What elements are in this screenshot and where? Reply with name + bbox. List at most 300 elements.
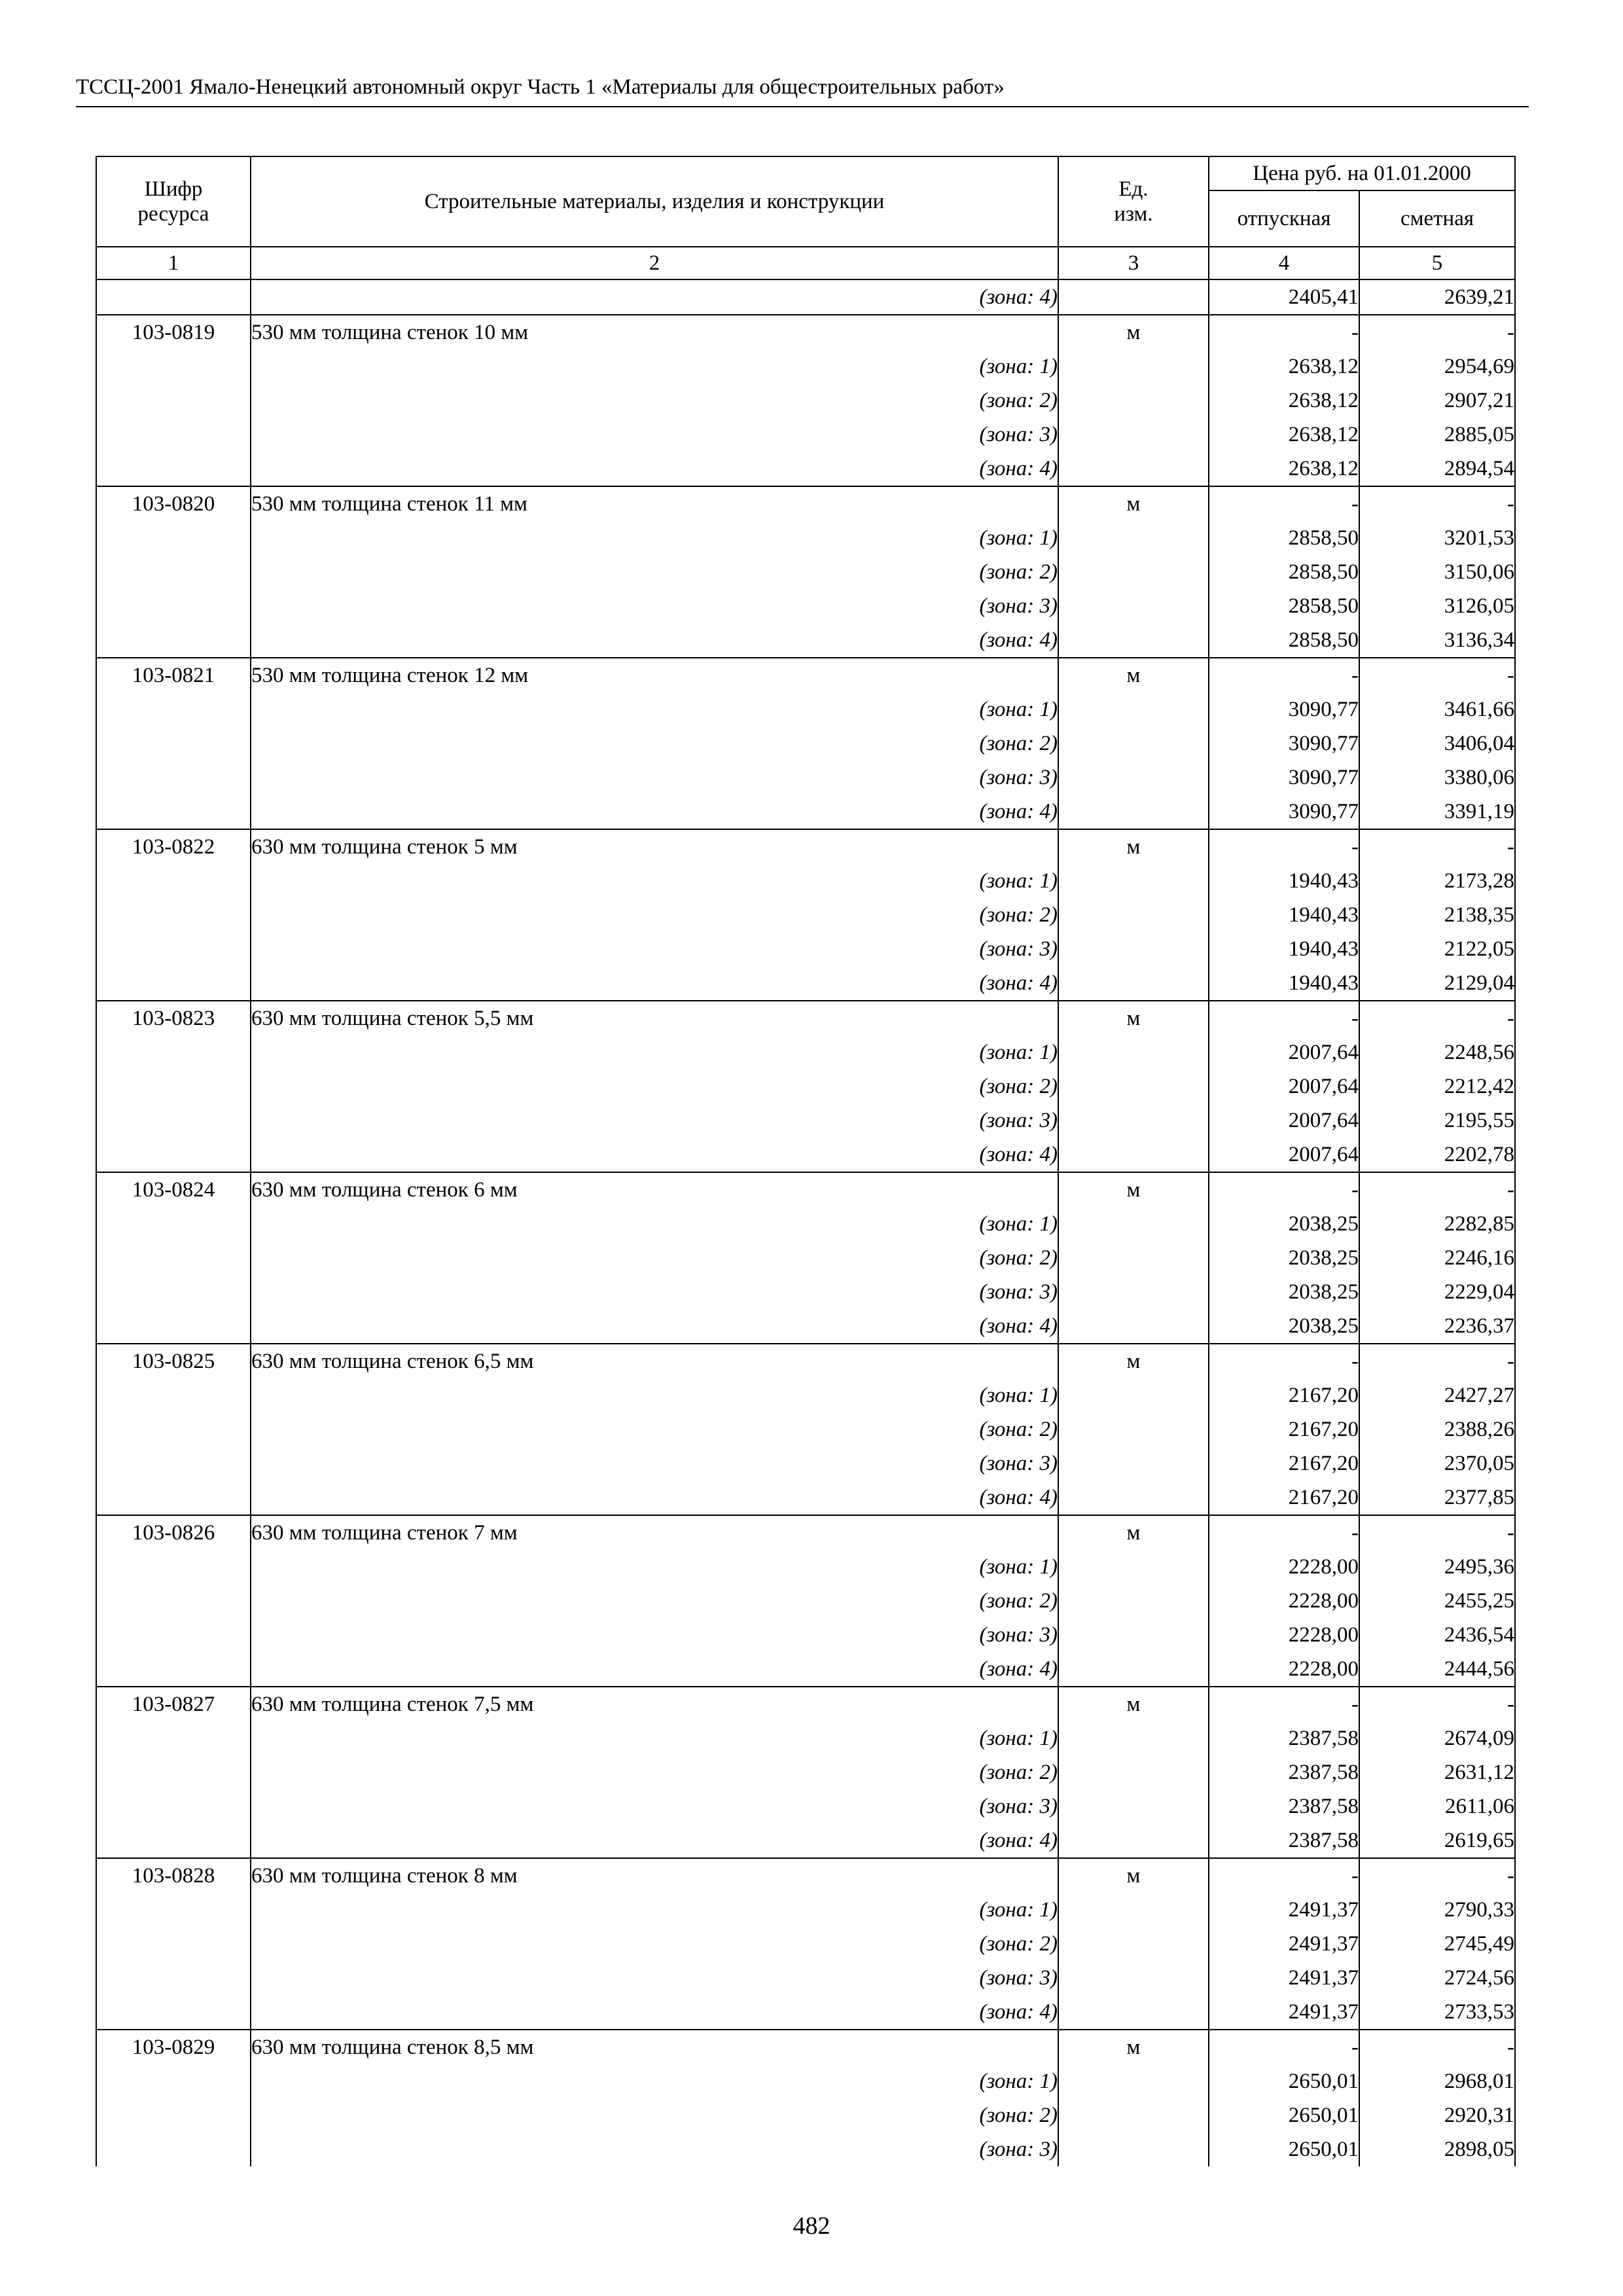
- unit-cell: [1058, 279, 1209, 315]
- column-header-name: Строительные материалы, изделия и конструкции: [251, 156, 1058, 247]
- unit-cell: [1058, 521, 1209, 555]
- resource-code: [96, 1927, 251, 1961]
- resource-code: [96, 589, 251, 623]
- resource-code: [96, 692, 251, 726]
- zone-row: [96, 1275, 1515, 1309]
- zone-row: [96, 1961, 1515, 1995]
- estimate-price: 2631,12: [1359, 1755, 1515, 1789]
- release-price: 2228,00: [1209, 1550, 1359, 1584]
- estimate-price: 2236,37: [1359, 1309, 1515, 1344]
- release-price: 2007,64: [1209, 1035, 1359, 1069]
- estimate-price: 2968,01: [1359, 2064, 1515, 2098]
- estimate-price: 2898,05: [1359, 2132, 1515, 2166]
- resource-code: [96, 1138, 251, 1172]
- release-price: 2038,25: [1209, 1275, 1359, 1309]
- release-price: 2405,41: [1209, 279, 1359, 315]
- unit-cell: [1058, 1755, 1209, 1789]
- estimate-price: 2894,54: [1359, 452, 1515, 486]
- column-number: 2: [251, 247, 1058, 279]
- resource-row: [96, 1515, 1515, 1550]
- resource-row: [96, 829, 1515, 864]
- zone-label: (зона: 4): [251, 623, 1058, 658]
- estimate-price: 2745,49: [1359, 1927, 1515, 1961]
- zone-label: (зона: 1): [251, 692, 1058, 726]
- zone-row: [96, 1138, 1515, 1172]
- zone-label: (зона: 2): [251, 1412, 1058, 1446]
- zone-row: [96, 2098, 1515, 2132]
- unit-cell: [1058, 864, 1209, 898]
- unit-cell: [1058, 2064, 1209, 2098]
- zone-row: [96, 452, 1515, 486]
- release-price: 1940,43: [1209, 966, 1359, 1001]
- column-number: 1: [96, 247, 251, 279]
- resource-code: 103-0822: [96, 829, 251, 864]
- resource-code: [96, 1103, 251, 1138]
- resource-row: [96, 2030, 1515, 2064]
- resource-code: [96, 1446, 251, 1480]
- estimate-price: 2388,26: [1359, 1412, 1515, 1446]
- release-price: -: [1209, 486, 1359, 521]
- unit-cell: [1058, 1035, 1209, 1069]
- release-price: 2650,01: [1209, 2098, 1359, 2132]
- unit-cell: м: [1058, 1687, 1209, 1721]
- unit-cell: [1058, 2132, 1209, 2166]
- release-price: 2858,50: [1209, 623, 1359, 658]
- zone-row: [96, 350, 1515, 384]
- zone-label: (зона: 3): [251, 1789, 1058, 1823]
- estimate-price: 2790,33: [1359, 1893, 1515, 1927]
- estimate-price: 2122,05: [1359, 932, 1515, 966]
- resource-code: 103-0826: [96, 1515, 251, 1550]
- resource-code: [96, 761, 251, 795]
- unit-cell: м: [1058, 1001, 1209, 1035]
- release-price: 2167,20: [1209, 1446, 1359, 1480]
- resource-code: [96, 2098, 251, 2132]
- unit-cell: [1058, 350, 1209, 384]
- zone-label: (зона: 4): [251, 795, 1058, 829]
- resource-row: [96, 658, 1515, 692]
- unit-cell: [1058, 1103, 1209, 1138]
- estimate-price: 2436,54: [1359, 1618, 1515, 1652]
- unit-cell: [1058, 1584, 1209, 1618]
- zone-row: [96, 966, 1515, 1001]
- resource-name: 530 мм толщина стенок 12 мм: [251, 658, 1058, 692]
- resource-code: [96, 1378, 251, 1412]
- estimate-price: 3150,06: [1359, 555, 1515, 589]
- resource-code: [96, 418, 251, 452]
- zone-row: [96, 1618, 1515, 1652]
- release-price: 2491,37: [1209, 1995, 1359, 2030]
- resource-code: [96, 1275, 251, 1309]
- estimate-price: -: [1359, 658, 1515, 692]
- estimate-price: 2611,06: [1359, 1789, 1515, 1823]
- zone-row: [96, 1446, 1515, 1480]
- release-price: 2491,37: [1209, 1893, 1359, 1927]
- estimate-price: 2954,69: [1359, 350, 1515, 384]
- resource-row: [96, 1687, 1515, 1721]
- zone-label: (зона: 4): [251, 1652, 1058, 1687]
- unit-cell: [1058, 1961, 1209, 1995]
- unit-cell: [1058, 452, 1209, 486]
- unit-cell: м: [1058, 486, 1209, 521]
- estimate-price: 2173,28: [1359, 864, 1515, 898]
- resource-row: [96, 315, 1515, 350]
- column-number: 3: [1058, 247, 1209, 279]
- zone-row: [96, 2132, 1515, 2166]
- zone-label: (зона: 1): [251, 1207, 1058, 1241]
- zone-label: (зона: 2): [251, 898, 1058, 932]
- estimate-price: 2212,42: [1359, 1069, 1515, 1103]
- estimate-price: 2907,21: [1359, 384, 1515, 418]
- zone-label: (зона: 1): [251, 1893, 1058, 1927]
- zone-label: (зона: 4): [251, 1309, 1058, 1344]
- zone-label: (зона: 1): [251, 350, 1058, 384]
- resource-code: [96, 1652, 251, 1687]
- price-table-header: [96, 156, 1515, 279]
- release-price: 1940,43: [1209, 898, 1359, 932]
- resource-code: [96, 898, 251, 932]
- zone-label: (зона: 2): [251, 555, 1058, 589]
- unit-cell: [1058, 1309, 1209, 1344]
- zone-label: (зона: 4): [251, 279, 1058, 315]
- zone-row: [96, 1480, 1515, 1515]
- unit-cell: [1058, 1207, 1209, 1241]
- zone-row: [96, 1584, 1515, 1618]
- resource-code: [96, 1584, 251, 1618]
- page-number: 482: [793, 2212, 830, 2240]
- release-price: 2650,01: [1209, 2064, 1359, 2098]
- page-header-title: ТССЦ-2001 Ямало-Ненецкий автономный округ Часть 1 «Материалы для общестроительных работ»: [76, 75, 1005, 99]
- column-header-estimate-price: сметная: [1359, 190, 1515, 247]
- zone-row: [96, 1309, 1515, 1344]
- estimate-price: 2129,04: [1359, 966, 1515, 1001]
- unit-cell: [1058, 1995, 1209, 2030]
- resource-code: [96, 2132, 251, 2166]
- zone-row: [96, 726, 1515, 761]
- resource-name: 530 мм толщина стенок 10 мм: [251, 315, 1058, 350]
- estimate-price: -: [1359, 1515, 1515, 1550]
- release-price: -: [1209, 315, 1359, 350]
- unit-cell: [1058, 418, 1209, 452]
- estimate-price: 2724,56: [1359, 1961, 1515, 1995]
- unit-cell: [1058, 1721, 1209, 1755]
- estimate-price: 2202,78: [1359, 1138, 1515, 1172]
- estimate-price: 2495,36: [1359, 1550, 1515, 1584]
- unit-cell: [1058, 761, 1209, 795]
- unit-cell: [1058, 966, 1209, 1001]
- zone-label: (зона: 2): [251, 1927, 1058, 1961]
- release-price: 2638,12: [1209, 384, 1359, 418]
- zone-label: (зона: 3): [251, 932, 1058, 966]
- estimate-price: 3406,04: [1359, 726, 1515, 761]
- zone-row: [96, 418, 1515, 452]
- unit-cell: [1058, 1275, 1209, 1309]
- zone-label: (зона: 3): [251, 1103, 1058, 1138]
- release-price: -: [1209, 2030, 1359, 2064]
- zone-label: (зона: 2): [251, 1069, 1058, 1103]
- resource-code: [96, 1035, 251, 1069]
- unit-cell: [1058, 1550, 1209, 1584]
- release-price: -: [1209, 658, 1359, 692]
- resource-code: [96, 726, 251, 761]
- unit-cell: [1058, 1446, 1209, 1480]
- estimate-price: 2455,25: [1359, 1584, 1515, 1618]
- zone-label: (зона: 3): [251, 1275, 1058, 1309]
- resource-code: 103-0825: [96, 1344, 251, 1378]
- release-price: -: [1209, 1515, 1359, 1550]
- unit-cell: [1058, 1789, 1209, 1823]
- resource-row: [96, 1001, 1515, 1035]
- estimate-price: -: [1359, 1172, 1515, 1207]
- zone-row: [96, 1755, 1515, 1789]
- release-price: 2007,64: [1209, 1069, 1359, 1103]
- zone-row: [96, 864, 1515, 898]
- estimate-price: -: [1359, 1344, 1515, 1378]
- resource-code: 103-0820: [96, 486, 251, 521]
- release-price: 2491,37: [1209, 1927, 1359, 1961]
- resource-code: [96, 279, 251, 315]
- estimate-price: -: [1359, 1858, 1515, 1893]
- zone-label: (зона: 3): [251, 589, 1058, 623]
- estimate-price: 2377,85: [1359, 1480, 1515, 1515]
- resource-code: [96, 1995, 251, 2030]
- resource-code: 103-0827: [96, 1687, 251, 1721]
- zone-row: [96, 555, 1515, 589]
- zone-label: (зона: 2): [251, 2098, 1058, 2132]
- release-price: 3090,77: [1209, 795, 1359, 829]
- release-price: 2387,58: [1209, 1721, 1359, 1755]
- resource-code: [96, 452, 251, 486]
- zone-label: (зона: 4): [251, 1138, 1058, 1172]
- zone-row: [96, 1927, 1515, 1961]
- release-price: 2038,25: [1209, 1309, 1359, 1344]
- column-number: 5: [1359, 247, 1515, 279]
- estimate-price: 2246,16: [1359, 1241, 1515, 1275]
- column-header-release-price: отпускная: [1209, 190, 1359, 247]
- unit-cell: [1058, 1138, 1209, 1172]
- zone-row: [96, 795, 1515, 829]
- resource-code: [96, 795, 251, 829]
- resource-code: [96, 555, 251, 589]
- unit-cell: [1058, 1480, 1209, 1515]
- unit-cell: [1058, 1412, 1209, 1446]
- release-price: 3090,77: [1209, 726, 1359, 761]
- zone-label: (зона: 3): [251, 1618, 1058, 1652]
- zone-label: (зона: 1): [251, 1378, 1058, 1412]
- resource-name: 630 мм толщина стенок 7 мм: [251, 1515, 1058, 1550]
- unit-cell: [1058, 384, 1209, 418]
- zone-label: (зона: 3): [251, 1446, 1058, 1480]
- release-price: 2007,64: [1209, 1138, 1359, 1172]
- resource-code: 103-0828: [96, 1858, 251, 1893]
- zone-row: [96, 1207, 1515, 1241]
- resource-code: 103-0829: [96, 2030, 251, 2064]
- resource-name: 530 мм толщина стенок 11 мм: [251, 486, 1058, 521]
- zone-row: [96, 623, 1515, 658]
- resource-code: [96, 1893, 251, 1927]
- estimate-price: 2195,55: [1359, 1103, 1515, 1138]
- zone-row: [96, 589, 1515, 623]
- zone-label: (зона: 1): [251, 1035, 1058, 1069]
- estimate-price: 3126,05: [1359, 589, 1515, 623]
- unit-cell: [1058, 589, 1209, 623]
- estimate-price: -: [1359, 829, 1515, 864]
- release-price: 2491,37: [1209, 1961, 1359, 1995]
- zone-label: (зона: 4): [251, 966, 1058, 1001]
- resource-code: [96, 1618, 251, 1652]
- resource-code: [96, 1721, 251, 1755]
- zone-row: [96, 1035, 1515, 1069]
- unit-cell: [1058, 555, 1209, 589]
- resource-code: [96, 1755, 251, 1789]
- resource-code: [96, 864, 251, 898]
- unit-cell: м: [1058, 315, 1209, 350]
- unit-cell: [1058, 1893, 1209, 1927]
- resource-code: 103-0821: [96, 658, 251, 692]
- zone-row: [96, 1721, 1515, 1755]
- resource-code: [96, 1961, 251, 1995]
- zone-label: (зона: 4): [251, 452, 1058, 486]
- release-price: -: [1209, 1687, 1359, 1721]
- resource-code: [96, 350, 251, 384]
- zone-label: (зона: 2): [251, 1755, 1058, 1789]
- unit-cell: [1058, 898, 1209, 932]
- unit-cell: [1058, 1927, 1209, 1961]
- release-price: 2167,20: [1209, 1378, 1359, 1412]
- unit-cell: м: [1058, 1858, 1209, 1893]
- resource-code: [96, 1241, 251, 1275]
- unit-cell: м: [1058, 1515, 1209, 1550]
- zone-row: [96, 1995, 1515, 2030]
- estimate-price: 2444,56: [1359, 1652, 1515, 1687]
- resource-code: 103-0824: [96, 1172, 251, 1207]
- unit-cell: [1058, 692, 1209, 726]
- column-header-code: Шифр ресурса: [96, 156, 251, 247]
- resource-row: [96, 1344, 1515, 1378]
- release-price: 2228,00: [1209, 1618, 1359, 1652]
- estimate-price: 3391,19: [1359, 795, 1515, 829]
- release-price: 2858,50: [1209, 589, 1359, 623]
- resource-name: 630 мм толщина стенок 5 мм: [251, 829, 1058, 864]
- resource-code: [96, 966, 251, 1001]
- zone-row: [96, 1550, 1515, 1584]
- resource-code: [96, 932, 251, 966]
- zone-row: [96, 761, 1515, 795]
- estimate-price: 2674,09: [1359, 1721, 1515, 1755]
- release-price: -: [1209, 1344, 1359, 1378]
- unit-cell: [1058, 795, 1209, 829]
- estimate-price: 2885,05: [1359, 418, 1515, 452]
- unit-cell: [1058, 1823, 1209, 1858]
- release-price: 2858,50: [1209, 521, 1359, 555]
- estimate-price: 3136,34: [1359, 623, 1515, 658]
- zone-label: (зона: 3): [251, 1961, 1058, 1995]
- unit-cell: [1058, 1618, 1209, 1652]
- unit-cell: [1058, 2098, 1209, 2132]
- zone-row: [96, 1412, 1515, 1446]
- zone-row: [96, 932, 1515, 966]
- estimate-price: 2282,85: [1359, 1207, 1515, 1241]
- resource-code: 103-0823: [96, 1001, 251, 1035]
- zone-row: [96, 1823, 1515, 1858]
- estimate-price: 2619,65: [1359, 1823, 1515, 1858]
- release-price: 2387,58: [1209, 1755, 1359, 1789]
- resource-name: 630 мм толщина стенок 8 мм: [251, 1858, 1058, 1893]
- release-price: 2858,50: [1209, 555, 1359, 589]
- resource-code: [96, 1480, 251, 1515]
- resource-code: [96, 1823, 251, 1858]
- estimate-price: 2370,05: [1359, 1446, 1515, 1480]
- unit-cell: [1058, 726, 1209, 761]
- resource-code: [96, 384, 251, 418]
- release-price: 2038,25: [1209, 1241, 1359, 1275]
- release-price: -: [1209, 1858, 1359, 1893]
- zone-row: [96, 1241, 1515, 1275]
- release-price: 2228,00: [1209, 1584, 1359, 1618]
- resource-row: [96, 1172, 1515, 1207]
- estimate-price: 2427,27: [1359, 1378, 1515, 1412]
- resource-row: [96, 486, 1515, 521]
- release-price: 2387,58: [1209, 1823, 1359, 1858]
- release-price: -: [1209, 1172, 1359, 1207]
- resource-name: 630 мм толщина стенок 6 мм: [251, 1172, 1058, 1207]
- release-price: 3090,77: [1209, 761, 1359, 795]
- zone-label: (зона: 1): [251, 2064, 1058, 2098]
- release-price: 1940,43: [1209, 864, 1359, 898]
- unit-cell: [1058, 1069, 1209, 1103]
- zone-row: [96, 384, 1515, 418]
- zone-label: (зона: 1): [251, 521, 1058, 555]
- resource-code: [96, 1309, 251, 1344]
- resource-code: [96, 1550, 251, 1584]
- estimate-price: -: [1359, 1687, 1515, 1721]
- zone-label: (зона: 3): [251, 761, 1058, 795]
- resource-code: 103-0819: [96, 315, 251, 350]
- unit-cell: [1058, 1241, 1209, 1275]
- estimate-price: 2733,53: [1359, 1995, 1515, 2030]
- resource-code: [96, 1207, 251, 1241]
- column-header-unit: Ед. изм.: [1058, 156, 1209, 247]
- resource-name: 630 мм толщина стенок 5,5 мм: [251, 1001, 1058, 1035]
- resource-code: [96, 2064, 251, 2098]
- zone-label: (зона: 1): [251, 1721, 1058, 1755]
- zone-label: (зона: 1): [251, 864, 1058, 898]
- zone-label: (зона: 2): [251, 1241, 1058, 1275]
- estimate-price: 2138,35: [1359, 898, 1515, 932]
- zone-row: [96, 521, 1515, 555]
- estimate-price: 2229,04: [1359, 1275, 1515, 1309]
- unit-cell: [1058, 1652, 1209, 1687]
- unit-cell: м: [1058, 658, 1209, 692]
- header-divider: [76, 106, 1529, 107]
- resource-code: [96, 1789, 251, 1823]
- resource-code: [96, 521, 251, 555]
- carry-over-row: [96, 279, 1515, 315]
- release-price: -: [1209, 829, 1359, 864]
- zone-label: (зона: 3): [251, 418, 1058, 452]
- estimate-price: 3380,06: [1359, 761, 1515, 795]
- release-price: 2387,58: [1209, 1789, 1359, 1823]
- release-price: 2228,00: [1209, 1652, 1359, 1687]
- estimate-price: 3461,66: [1359, 692, 1515, 726]
- resource-row: [96, 1858, 1515, 1893]
- release-price: 2007,64: [1209, 1103, 1359, 1138]
- estimate-price: 2920,31: [1359, 2098, 1515, 2132]
- zone-row: [96, 1652, 1515, 1687]
- price-table: [96, 156, 1516, 2166]
- zone-row: [96, 1789, 1515, 1823]
- release-price: 2650,01: [1209, 2132, 1359, 2166]
